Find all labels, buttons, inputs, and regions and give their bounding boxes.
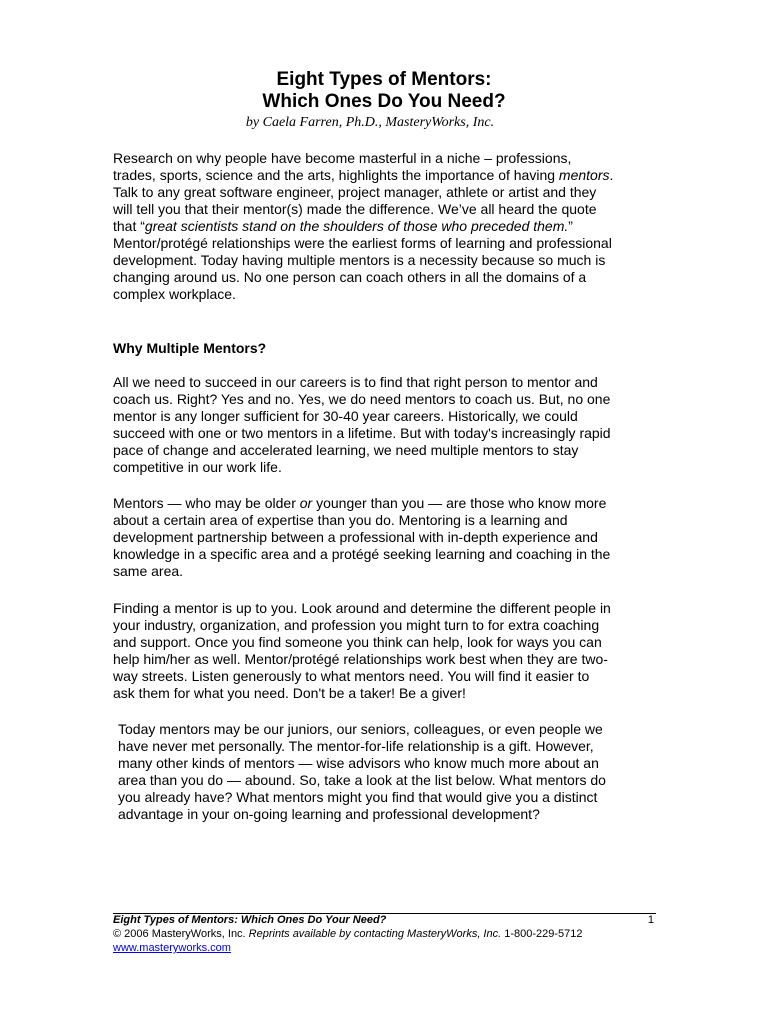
page-number: 1 [647, 914, 654, 926]
text-line: knowledge in a specific area and a protégé seeking learning and coaching in the [113, 546, 611, 562]
text-line: Today mentors may be our juniors, our seniors, colleagues, or even people we [118, 721, 603, 737]
paragraph-why-multiple [113, 374, 658, 476]
text-line: Mentor/protégé relationships were the earliest forms of learning and professional [113, 235, 612, 251]
emphasis: or [299, 495, 313, 511]
text-line: you already have? What mentors might you find that would give you a distinct [118, 789, 598, 805]
text-line: ask them for what you need. Don't be a taker! Be a giver! [113, 685, 466, 701]
footer-phone: 1-800-229-5712 [501, 928, 583, 940]
text-line: coach us. Right? Yes and no. Yes, we do need mentors to coach us. But, no one [113, 391, 611, 407]
text-line: development partnership between a professional with in-depth experience and [113, 529, 598, 545]
text-line: competitive in our work life. [113, 459, 282, 475]
text-line: mentor is any longer sufficient for 30-40 year careers. Historically, we could [113, 408, 578, 424]
text-line: development. Today having multiple mentors is a necessity because so much is [113, 252, 606, 268]
text-line: and support. Once you find someone you think can help, look for ways you can [113, 634, 602, 650]
text-line: changing around us. No one person can coach others in all the domains of a [113, 269, 587, 285]
emphasis: mentors [558, 167, 610, 183]
text-line: about a certain area of expertise than you do. Mentoring is a learning and [113, 512, 568, 528]
paragraph-today-mentors [118, 721, 663, 823]
footer-copyright: © 2006 MasteryWorks, Inc. Reprints available by contacting MasteryWorks, Inc. 1-800-229-5712 [113, 928, 583, 940]
footer-reprints: Reprints available by contacting MasteryWorks, Inc. [248, 928, 502, 940]
text-line: that “great scientists stand on the shoulders of those who preceded them.” [113, 218, 573, 234]
text-line: Mentors — who may be older or younger than you — are those who know more [113, 495, 607, 511]
paragraph-mentor-definition [113, 495, 658, 580]
text-line: help him/her as well. Mentor/protégé relationships work best when they are two- [113, 651, 608, 667]
text-line: advantage in your on-going learning and professional development? [118, 806, 540, 822]
text-line: succeed with one or two mentors in a lifetime. But with today's increasingly rapid [113, 425, 611, 441]
section-heading: Why Multiple Mentors? [113, 340, 267, 356]
text-line: Research on why people have become masterful in a niche – professions, [113, 150, 572, 166]
author-byline: by Caela Farren, Ph.D., MasteryWorks, Inc. [245, 115, 495, 130]
text-line: pace of change and accelerated learning, we need multiple mentors to stay [113, 442, 579, 458]
text-line: trades, sports, science and the arts, highlights the importance of having mentors. [113, 167, 614, 183]
footer-title: Eight Types of Mentors: Which Ones Do Your Need? [113, 914, 387, 926]
text-line: will tell you that their mentor(s) made the difference. We’ve all heard the quote [113, 201, 597, 217]
text-line: have never met personally. The mentor-for-life relationship is a gift. However, [118, 738, 594, 754]
text-line: many other kinds of mentors — wise advisors who know much more about an [118, 755, 599, 771]
intro-paragraph [113, 150, 658, 303]
text-line: area than you do — abound. So, take a look at the list below. What mentors do [118, 772, 606, 788]
text-line: Finding a mentor is up to you. Look around and determine the different people in [113, 600, 611, 616]
text-line: All we need to succeed in our careers is to find that right person to mentor and [113, 374, 598, 390]
text-line: Talk to any great software engineer, project manager, athlete or artist and they [113, 184, 597, 200]
text-line: complex workplace. [113, 286, 236, 302]
document-title-line-1: Eight Types of Mentors: [276, 69, 492, 90]
quote-emphasis: great scientists stand on the shoulders of those who preceded them. [144, 218, 569, 234]
text-line: same area. [113, 563, 184, 579]
document-title-line-2: Which Ones Do You Need? [262, 91, 506, 112]
text-line: way streets. Listen generously to what mentors need. You will find it easier to [113, 668, 590, 684]
text-line: your industry, organization, and profession you might turn to for extra coaching [113, 617, 600, 633]
paragraph-finding-mentor [113, 600, 658, 702]
footer-website-link[interactable]: www.masteryworks.com [113, 942, 231, 954]
